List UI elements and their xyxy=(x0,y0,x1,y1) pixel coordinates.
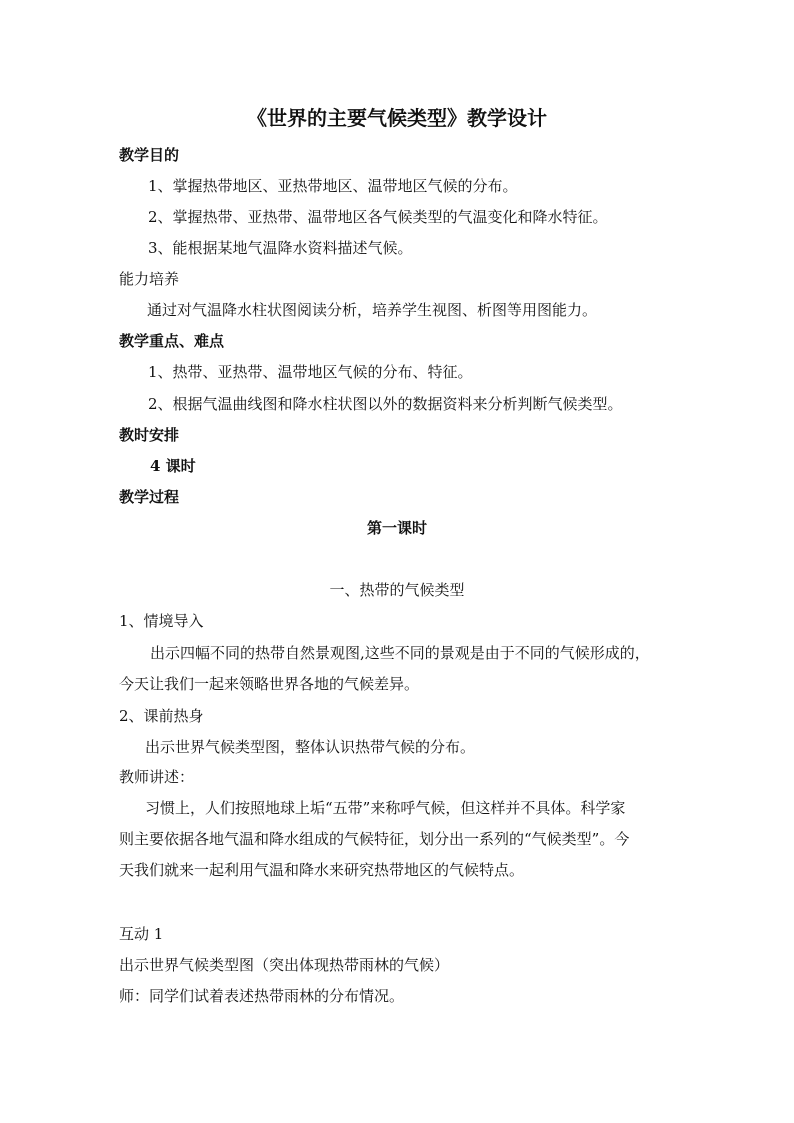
key-points-heading: 教学重点、难点 xyxy=(119,332,225,350)
step1-heading: 1、情境导入 xyxy=(119,612,204,630)
step2-text: 出示世界气候类型图，整体认识热带气候的分布。 xyxy=(145,738,476,756)
objective-item: 2、掌握热带、亚热带、温带地区各气候类型的气温变化和降水特征。 xyxy=(148,208,608,226)
interaction-line: 师：同学们试着表述热带雨林的分布情况。 xyxy=(119,987,405,1005)
ability-heading: 能力培养 xyxy=(119,270,180,288)
objective-item: 3、能根据某地气温降水资料描述气候。 xyxy=(148,239,413,257)
schedule-heading: 教时安排 xyxy=(119,426,180,444)
objectives-heading: 教学目的 xyxy=(119,146,180,164)
step2-heading: 2、课前热身 xyxy=(119,707,204,725)
teacher-line: 习惯上，人们按照地球上垢“五带”来称呼气候，但这样并不具体。科学家 xyxy=(145,799,626,817)
interaction-line: 出示世界气候类型图（突出体现热带雨林的气候） xyxy=(119,956,450,974)
section-heading: 一、热带的气候类型 xyxy=(329,581,465,599)
ability-text: 通过对气温降水柱状图阅读分析，培养学生视图、析图等用图能力。 xyxy=(147,301,598,319)
objective-item: 1、掌握热带地区、亚热带地区、温带地区气候的分布。 xyxy=(148,177,518,195)
document-title: 《世界的主要气候类型》教学设计 xyxy=(247,106,547,130)
process-heading: 教学过程 xyxy=(119,488,180,506)
step1-line: 出示四幅不同的热带自然景观图,这些不同的景观是由于不同的气候形成的， xyxy=(150,644,650,662)
schedule-text: 4 课时 xyxy=(150,457,196,475)
interaction-heading: 互动 1 xyxy=(119,925,164,943)
step1-line: 今天让我们一起来领略世界各地的气候差异。 xyxy=(119,675,420,693)
key-point-item: 2、根据气温曲线图和降水柱状图以外的数据资料来分析判断气候类型。 xyxy=(148,395,623,413)
lesson-heading: 第一课时 xyxy=(366,519,427,537)
teacher-line: 则主要依据各地气温和降水组成的气候特征，划分出一系列的“气候类型”。今 xyxy=(119,830,630,848)
teacher-line: 天我们就来一起利用气温和降水来研究热带地区的气候特点。 xyxy=(119,861,525,879)
key-point-item: 1、热带、亚热带、温带地区气候的分布、特征。 xyxy=(148,363,473,381)
teacher-label: 教师讲述： xyxy=(119,768,195,786)
